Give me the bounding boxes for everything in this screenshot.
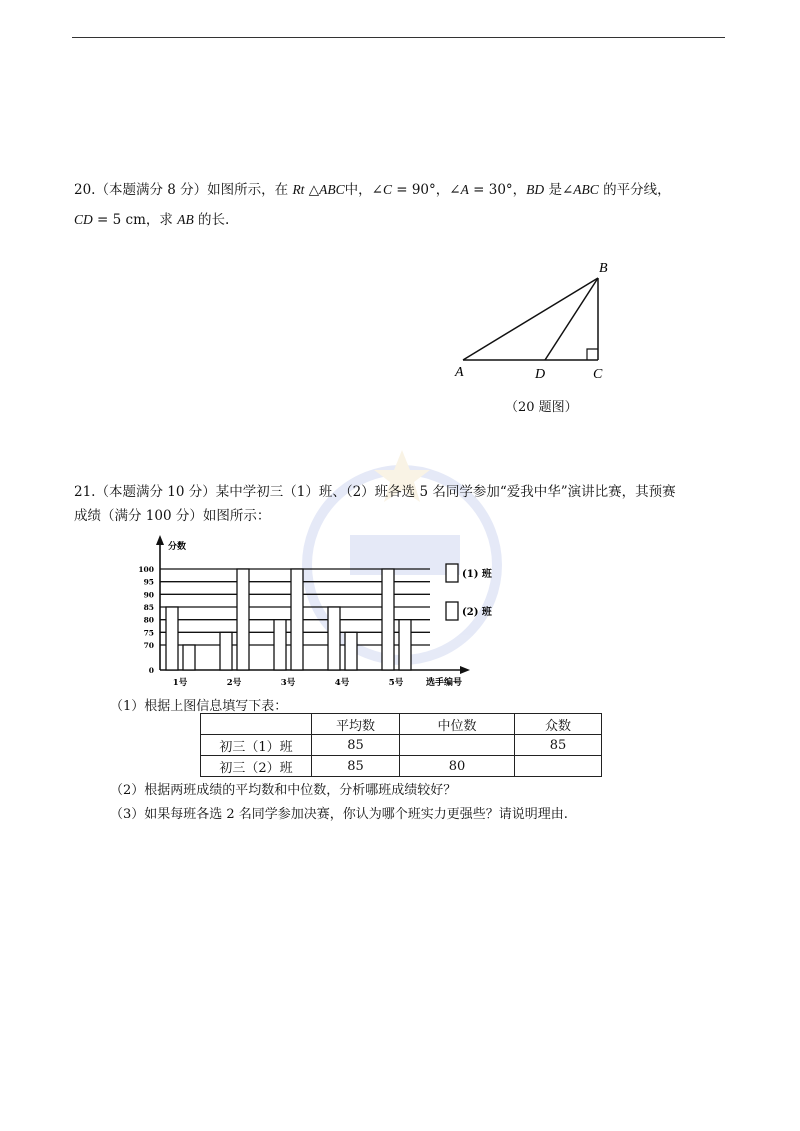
x-tick-label: 4号	[334, 678, 350, 688]
table-header-cell: 中位数	[400, 714, 515, 735]
bar-class2	[237, 569, 249, 670]
x-tick-label: 1号	[172, 678, 188, 688]
question-20	[74, 175, 724, 235]
right-angle-mark	[587, 349, 598, 360]
table-cell[interactable]	[400, 735, 515, 756]
triangle-figure	[445, 258, 615, 388]
table-header-cell	[201, 714, 312, 735]
y-tick-label: 80	[143, 615, 154, 625]
label-d: D	[535, 367, 546, 382]
q21-line1: 21.（本题满分 10 分）某中学初三（1）班、（2）班各选 5 名同学参加“爱我中华”演讲比赛，其预赛	[74, 484, 676, 500]
question-21	[74, 480, 724, 528]
score-bar-chart	[140, 535, 480, 690]
label-c: C	[593, 367, 603, 382]
legend-label-class2: (2) 班	[462, 607, 492, 618]
label-a: A	[455, 365, 464, 380]
chart-legend	[442, 562, 512, 632]
q21-sub2: （2）根据两班成绩的平均数和中位数，分析哪班成绩较好？	[110, 783, 457, 798]
table-cell: 85	[312, 735, 400, 756]
table-cell: 初三（1）班	[201, 735, 312, 756]
bar-class2	[183, 645, 195, 670]
bar-class2	[291, 569, 303, 670]
x-axis-arrow	[460, 666, 470, 674]
header-rule	[72, 37, 725, 38]
bar-class1	[220, 632, 232, 670]
table-cell: 85	[515, 735, 602, 756]
bar-class1	[274, 620, 286, 670]
side-ab	[463, 278, 598, 360]
table-header-row	[201, 714, 602, 735]
y-axis-label: 分数	[168, 542, 187, 552]
table-cell: 初三（2）班	[201, 756, 312, 777]
legend-label-class1: (1) 班	[462, 569, 492, 580]
bisector-bd	[545, 278, 598, 360]
legend-swatch-class2	[446, 602, 458, 620]
x-tick-label: 3号	[280, 678, 296, 688]
y-tick-label: 75	[143, 628, 154, 638]
table-row	[201, 756, 602, 777]
figure-20-caption: （20 题图）	[505, 400, 578, 415]
x-tick-label: 5号	[388, 678, 404, 688]
y-tick-label: 100	[138, 565, 154, 574]
q20-line1: 20.（本题满分 8 分）如图所示，在 Rt △ABC中，∠C = 90°，∠A = 30°，BD 是∠ABC 的平分线，	[74, 182, 671, 198]
table-header-cell: 平均数	[312, 714, 400, 735]
bar-class1	[382, 569, 394, 670]
y-tick-label: 0	[148, 666, 154, 675]
y-axis-arrow	[156, 535, 164, 545]
q21-sub1: （1）根据上图信息填写下表：	[110, 699, 288, 714]
table-cell: 85	[312, 756, 400, 777]
table-cell[interactable]	[515, 756, 602, 777]
label-b: B	[599, 261, 608, 276]
q21-sub3: （3）如果每班各选 2 名同学参加决赛，你认为哪个班实力更强些？请说明理由.	[110, 807, 568, 822]
bar-class1	[166, 607, 178, 670]
bar-class1	[328, 607, 340, 670]
y-tick-label: 95	[143, 577, 154, 587]
y-tick-label: 85	[143, 603, 154, 612]
x-axis-label: 选手编号	[426, 678, 463, 688]
bar-class2	[345, 632, 357, 670]
x-tick-label: 2号	[226, 678, 242, 688]
y-tick-label: 90	[143, 590, 154, 600]
table-header-cell: 众数	[515, 714, 602, 735]
q20-line2: CD = 5 cm，求 AB 的长.	[74, 212, 230, 228]
bar-class2	[399, 620, 411, 670]
table-row	[201, 735, 602, 756]
table-cell: 80	[400, 756, 515, 777]
stats-table	[200, 713, 602, 777]
q21-line2: 成绩（满分 100 分）如图所示：	[74, 508, 271, 524]
legend-swatch-class1	[446, 564, 458, 582]
y-tick-label: 70	[143, 641, 154, 650]
